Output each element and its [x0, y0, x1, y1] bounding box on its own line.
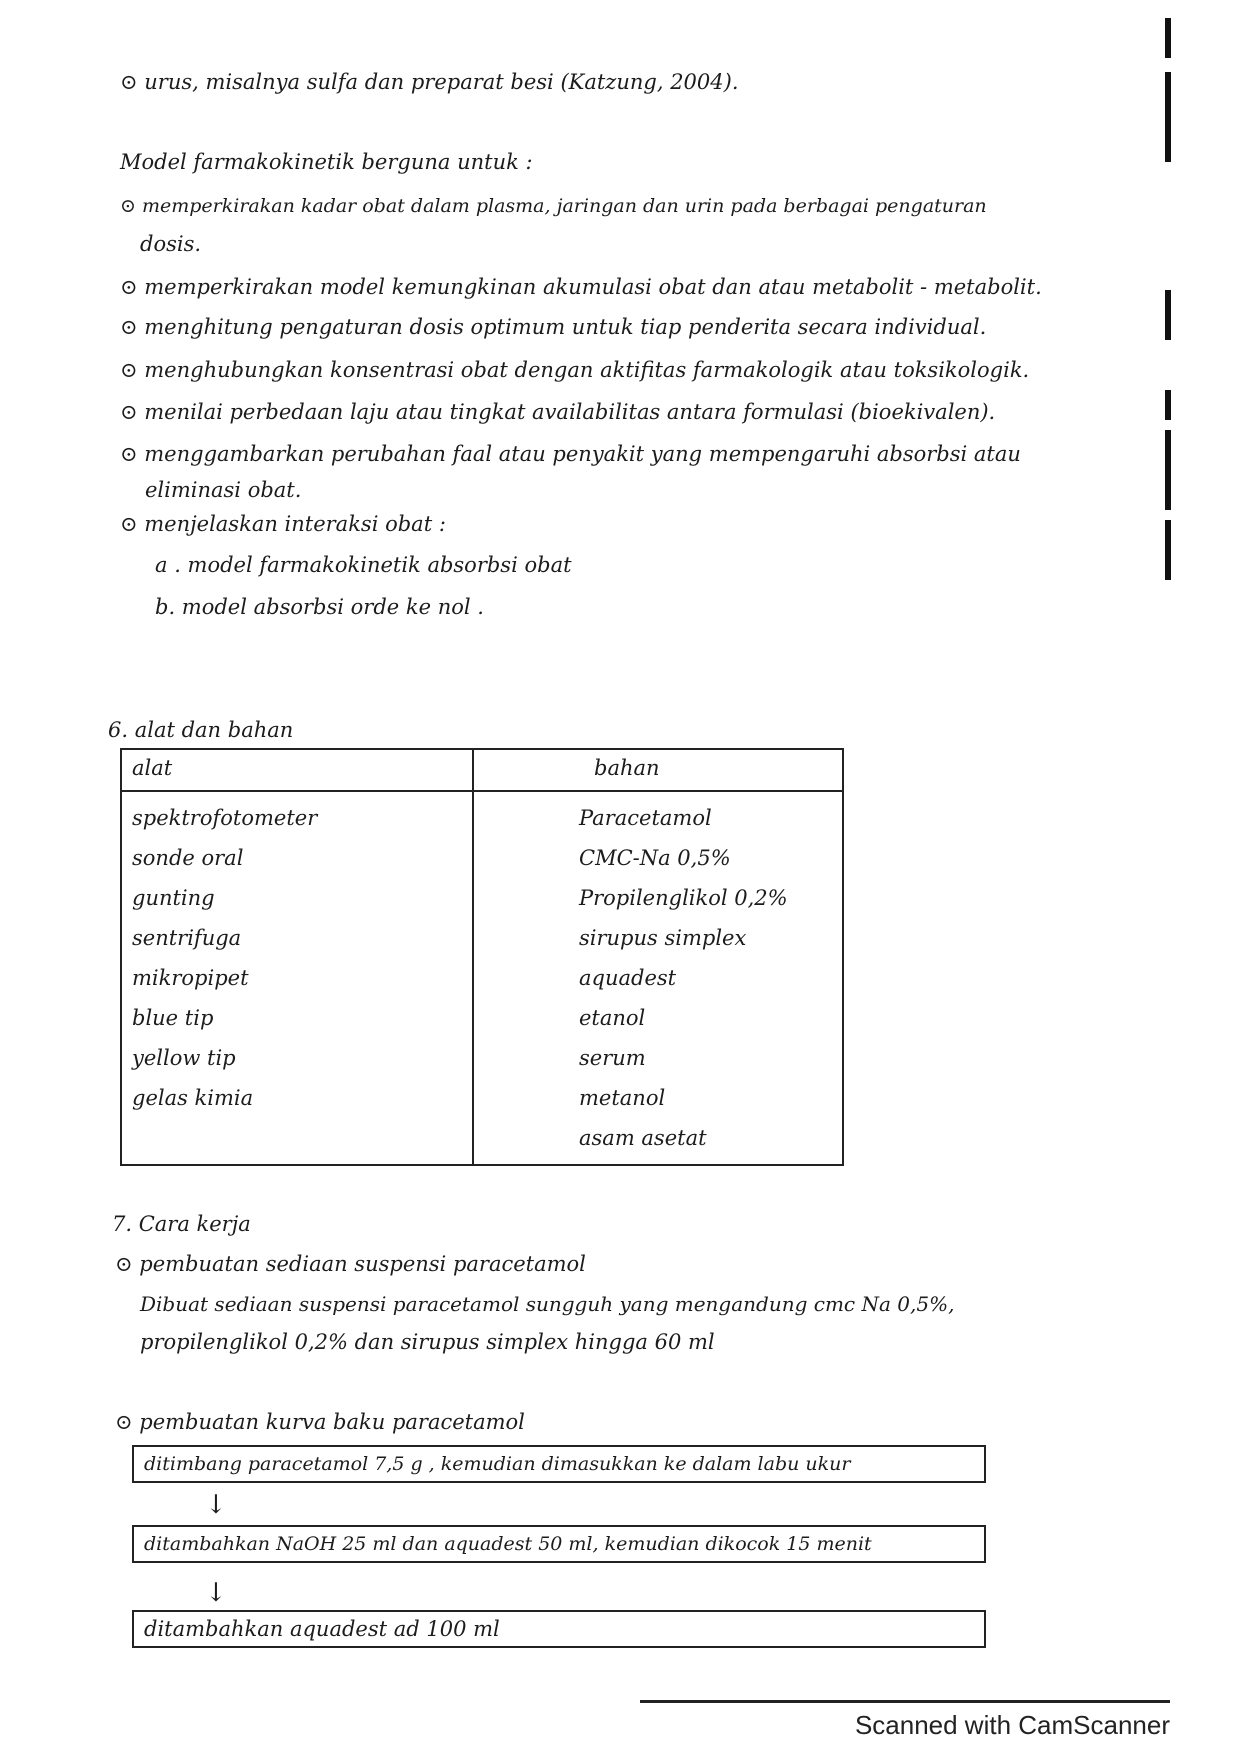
alat-bahan-table — [120, 748, 844, 1166]
scan-edge-mark — [1165, 520, 1171, 580]
alat-item: sentrifuga — [132, 926, 242, 950]
bahan-item: Propilenglikol 0,2% — [579, 886, 788, 910]
intro-line: b. model absorbsi orde ke nol . — [155, 595, 484, 619]
scan-edge-mark — [1165, 430, 1171, 510]
intro-line: ⊙ memperkirakan kadar obat dalam plasma, jaringan dan urin pada berbagai pengaturan — [120, 195, 987, 217]
section-heading: 6. alat dan bahan — [108, 718, 294, 742]
flow-step: ditambahkan aquadest ad 100 ml — [132, 1610, 986, 1648]
intro-line: ⊙ menilai perbedaan laju atau tingkat availabilitas antara formulasi (bioekivalen). — [120, 400, 996, 424]
alat-item: gunting — [132, 886, 215, 910]
scan-edge-mark — [1165, 18, 1171, 58]
intro-line: ⊙ menghubungkan konsentrasi obat dengan aktifitas farmakologik atau toksikologik. — [120, 358, 1030, 382]
intro-line: ⊙ menjelaskan interaksi obat : — [120, 512, 446, 536]
intro-line: ⊙ menghitung pengaturan dosis optimum untuk tiap penderita secara individual. — [120, 315, 987, 339]
scan-divider — [640, 1700, 1170, 1703]
intro-line: ⊙ urus, misalnya sulfa dan preparat besi (Katzung, 2004). — [120, 70, 739, 94]
step-a-text: Dibuat sediaan suspensi paracetamol sungguh yang mengandung cmc Na 0,5%, — [140, 1292, 955, 1316]
alat-item: blue tip — [132, 1006, 214, 1030]
bahan-list — [473, 791, 843, 1165]
flow-step: ditimbang paracetamol 7,5 g , kemudian dimasukkan ke dalam labu ukur — [132, 1445, 986, 1483]
step-a-text: propilenglikol 0,2% dan sirupus simplex hingga 60 ml — [140, 1330, 715, 1354]
column-header-alat: alat — [121, 749, 473, 791]
intro-line: eliminasi obat. — [145, 478, 302, 502]
bahan-item: CMC-Na 0,5% — [579, 846, 731, 870]
alat-item: spektrofotometer — [132, 806, 318, 830]
bahan-item: sirupus simplex — [579, 926, 747, 950]
step-b-title: ⊙ pembuatan kurva baku paracetamol — [115, 1410, 525, 1434]
intro-line: a . model farmakokinetik absorbsi obat — [155, 553, 572, 577]
flow-step: ditambahkan NaOH 25 ml dan aquadest 50 ml, kemudian dikocok 15 menit — [132, 1525, 986, 1563]
scan-edge-mark — [1165, 390, 1171, 420]
alat-item: sonde oral — [132, 846, 244, 870]
intro-line: Model farmakokinetik berguna untuk : — [120, 150, 533, 174]
bahan-item: Paracetamol — [579, 806, 712, 830]
bahan-item: metanol — [579, 1086, 666, 1110]
bahan-item: asam asetat — [579, 1126, 707, 1150]
arrow-down-icon: ↓ — [205, 1578, 227, 1608]
alat-item: mikropipet — [132, 966, 249, 990]
alat-item: yellow tip — [132, 1046, 236, 1070]
alat-item: gelas kimia — [132, 1086, 254, 1110]
scan-edge-mark — [1165, 72, 1171, 162]
bahan-item: etanol — [579, 1006, 646, 1030]
scanner-watermark: Scanned with CamScanner — [854, 1710, 1170, 1740]
step-a-title: ⊙ pembuatan sediaan suspensi paracetamol — [115, 1252, 586, 1276]
bahan-item: serum — [579, 1046, 646, 1070]
column-header-bahan: bahan — [473, 749, 843, 791]
arrow-down-icon: ↓ — [205, 1490, 227, 1520]
intro-line: ⊙ memperkirakan model kemungkinan akumulasi obat dan atau metabolit - metabolit. — [120, 275, 1042, 299]
scan-edge-mark — [1165, 290, 1171, 340]
intro-line: dosis. — [140, 232, 202, 256]
alat-list — [121, 791, 473, 1165]
section-heading: 7. Cara kerja — [112, 1212, 251, 1236]
bahan-item: aquadest — [579, 966, 677, 990]
intro-line: ⊙ menggambarkan perubahan faal atau penyakit yang mempengaruhi absorbsi atau — [120, 442, 1021, 466]
